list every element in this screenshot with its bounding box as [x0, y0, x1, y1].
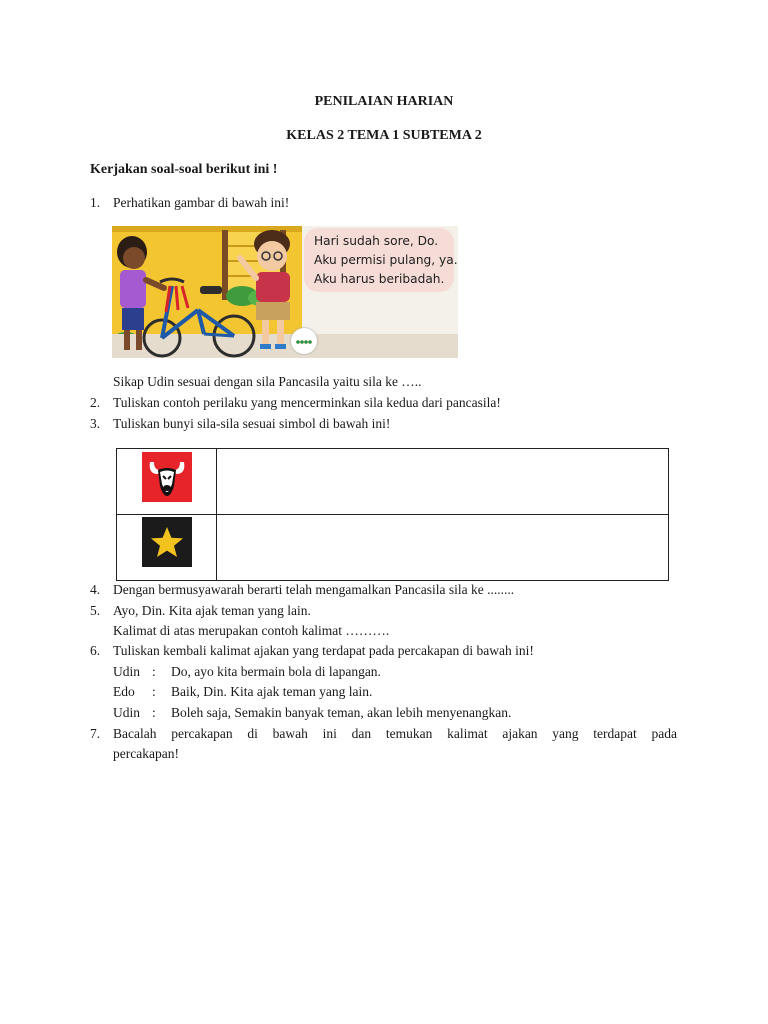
q1-number: 1. [90, 195, 101, 210]
more-dots-icon [291, 328, 317, 354]
dialog-speaker: Udin [113, 705, 140, 720]
dialog-speaker: Udin [113, 664, 140, 679]
star-icon [142, 517, 192, 567]
q7-number: 7. [90, 726, 101, 741]
dialog-colon: : [152, 684, 156, 699]
q2-text: Tuliskan contoh perilaku yang mencerminkan sila kedua dari pancasila! [113, 395, 501, 410]
q3-number: 3. [90, 416, 101, 431]
table-divider [117, 514, 668, 515]
q4-number: 4. [90, 582, 101, 597]
bull-head-icon [142, 452, 192, 502]
page-title: PENILAIAN HARIAN [314, 94, 454, 109]
speech-line: Hari sudah sore, Do. [314, 234, 439, 248]
speech-line: Aku harus beribadah. [314, 272, 445, 286]
q7-text-continued: percakapan! [113, 746, 179, 761]
q5-followup: Kalimat di atas merupakan contoh kalimat ………. [113, 623, 390, 638]
instruction: Kerjakan soal-soal berikut ini ! [90, 162, 278, 177]
q6-text: Tuliskan kembali kalimat ajakan yang terdapat pada percakapan di bawah ini! [113, 643, 534, 658]
illustration-udin-edo [112, 226, 458, 358]
q7-text: Bacalah percakapan di bawah ini dan temukan kalimat ajakan yang terdapat pada [113, 726, 677, 741]
page-subtitle: KELAS 2 TEMA 1 SUBTEMA 2 [286, 128, 482, 143]
dialog-colon: : [152, 664, 156, 679]
dialog-line: Do, ayo kita bermain bola di lapangan. [171, 664, 381, 679]
dialog-line: Baik, Din. Kita ajak teman yang lain. [171, 684, 373, 699]
q1-text: Perhatikan gambar di bawah ini! [113, 195, 290, 210]
q1-followup: Sikap Udin sesuai dengan sila Pancasila yaitu sila ke ….. [113, 374, 422, 389]
q3-text: Tuliskan bunyi sila-sila sesuai simbol di bawah ini! [113, 416, 391, 431]
speech-bubble [304, 228, 458, 292]
dialog-speaker: Edo [113, 684, 135, 699]
q2-number: 2. [90, 395, 101, 410]
symbol-table [116, 448, 669, 581]
q5-text: Ayo, Din. Kita ajak teman yang lain. [113, 603, 311, 618]
speech-line: Aku permisi pulang, ya. [314, 253, 458, 267]
dialog-line: Boleh saja, Semakin banyak teman, akan lebih menyenangkan. [171, 705, 512, 720]
dialog-colon: : [152, 705, 156, 720]
q6-number: 6. [90, 643, 101, 658]
q4-text: Dengan bermusyawarah berarti telah mengamalkan Pancasila sila ke ........ [113, 582, 515, 597]
q5-number: 5. [90, 603, 101, 618]
